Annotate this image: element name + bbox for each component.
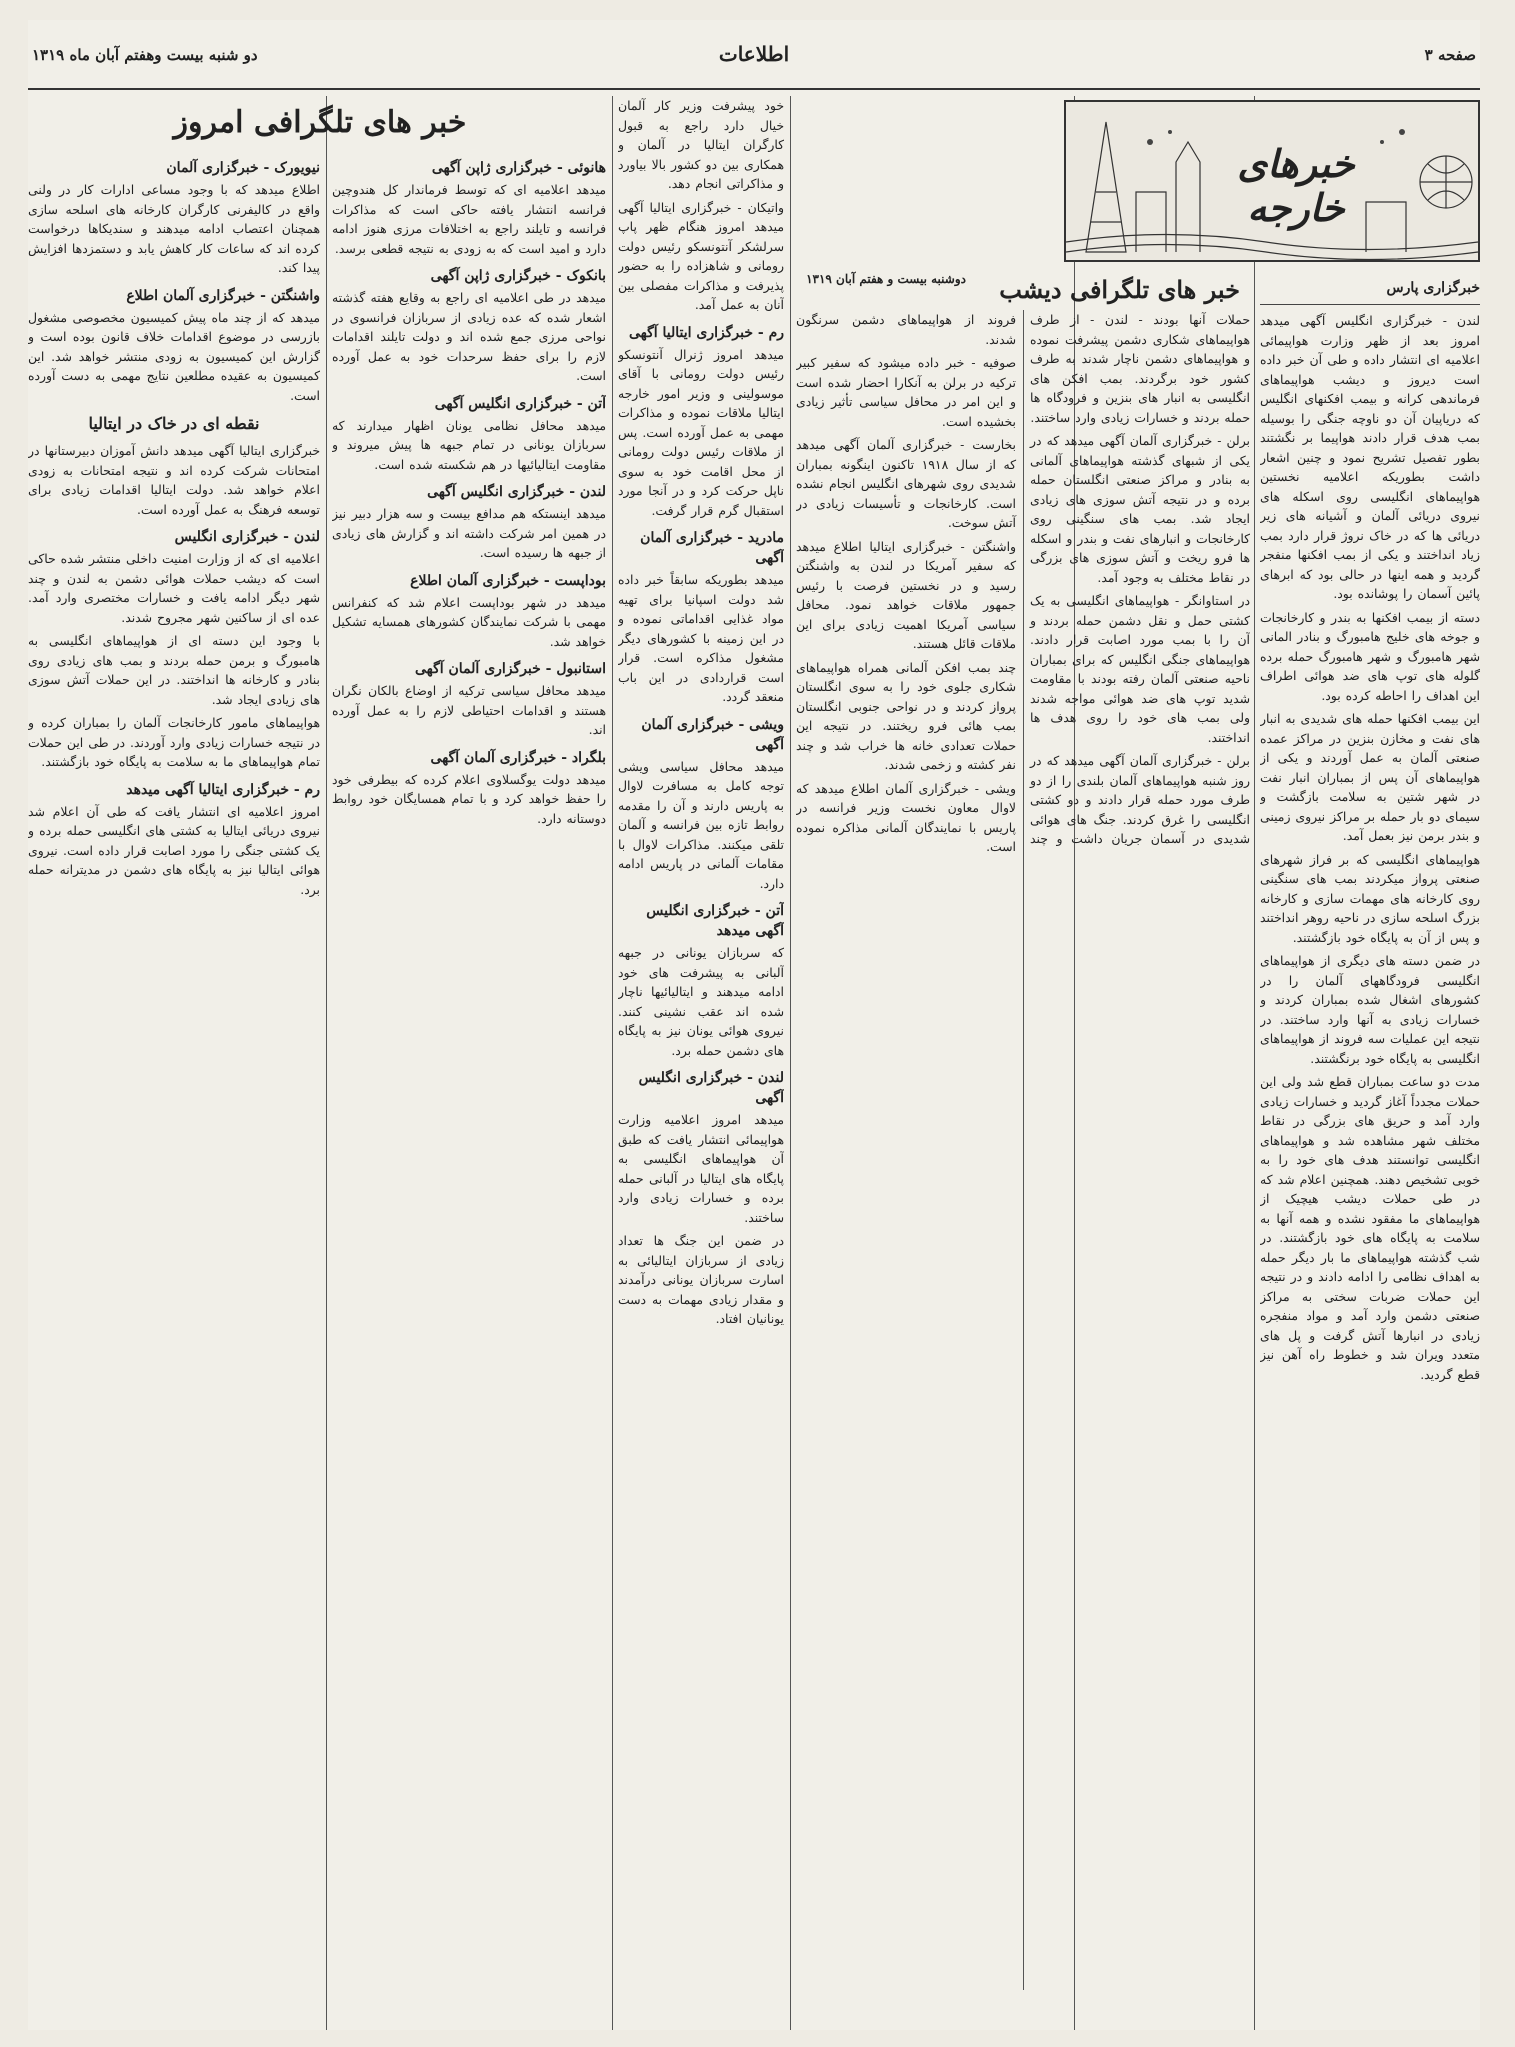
- news-heading: بلگراد - خبرگزاری آلمان آگهی: [430, 749, 606, 766]
- article-paragraph: هواپیماهای مامور کارخانجات آلمان را بمباران کرده و در نتیجه خسارات زیادی وارد آوردند. در طی این حملات تمام هواپیماهای ما به سلامت به پایگاه خود بازگشتند.: [28, 715, 320, 769]
- article-paragraph: اطلاع میدهد که با وجود مساعی ادارات کار در ولنی واقع در کالیفرنی کارگران کارخانه های اسلحه سازی همچنان اعتصاب ادامه میدهند و سندیکاها درخواست کرده اند که ساعات کار کاهش یابد و دستمزدها افزایش پیدا کند.: [28, 182, 320, 275]
- article-paragraph: با وجود این دسته ای از هواپیماهای انگلیسی به هامبورگ و برمن حمله بردند و بمب های زیادی روی بنادر و کارخانه ها انداختند. در این حملات آتش سوزی های زیادی ایجاد شد.: [28, 633, 320, 707]
- column-rule: [326, 96, 327, 2030]
- article-paragraph: بخارست - خبرگزاری آلمان آگهی میدهد که از سال ۱۹۱۸ تاکنون اینگونه بمباران شدیدی روی شهرهای انگلیس انجام نشده است. کارخانجات و تأسیسات زیادی در آتش سوخت.: [796, 437, 1016, 530]
- article-paragraph: میدهد امروز ژنرال آنتونسکو رئیس دولت رومانی با آقای موسولینی و وزیر امور خارجه ایتالیا ملاقات نموده و مذاکرات مهمی به عمل آورده است. پس از ملاقات رئیس دولت رومانی از محل اقامت خود به سوی ناپل حرکت کرد و در آنجا مورد استقبال گرم قرار گرفت.: [618, 346, 784, 518]
- news-heading: لندن - خبرگزاری انگلیس آگهی: [427, 484, 606, 500]
- news-heading: بانکوک - خبرگزاری ژاپن آگهی: [430, 268, 606, 284]
- article-paragraph: در استاوانگر - هواپیماهای انگلیسی به یک کشتی حمل و نقل دشمن حمله بردند و آن را با بمب مورد اصابت قرار دادند. هواپیماهای جنگی انگلیس که برای بمباران ناحیه صنعتی آلمان رفته بودند با مقاومت شدید توپ های ضد هوائی مواجه شدند ولی بمب های خود را روی هدف ها انداختند.: [1030, 593, 1250, 745]
- column-rule: [612, 96, 613, 2030]
- article-paragraph: در ضمن این جنگ ها تعداد زیادی از سربازان ایتالیائی به اسارت سربازان یونانی درآمدند و مقدار زیادی مهمات به دست یونانیان افتاد.: [618, 1233, 784, 1326]
- article-paragraph: واتیکان - خبرگزاری ایتالیا آگهی میدهد امروز هنگام ظهر پاپ سرلشکر آنتونسکو رئیس دولت رومانی و شاهزاده را به حضور پذیرفت و مذاکرات مفصلی بین آنان به عمل آمد.: [618, 199, 784, 312]
- news-heading: بوداپست - خبرگزاری آلمان اطلاع: [410, 572, 606, 589]
- article-paragraph: میدهد دولت یوگسلاوی اعلام کرده که بیطرفی خود را حفظ خواهد کرد و با تمام همسایگان خود روابط دوستانه دارد.: [332, 771, 606, 826]
- news-heading: ویشی - خبرگزاری آلمان آگهی: [641, 716, 784, 753]
- paper-name: اطلاعات: [718, 42, 790, 66]
- article-paragraph: امروز اعلامیه ای انتشار یافت که طی آن اعلام شد نیروی دریائی ایتالیا به کشتی های انگلیسی حمله برده و یک کشتی جنگی را مورد اصابت قرار داده است. نیروی هوائی ایتالیا نیز به پایگاه های دشمن در مدیترانه حمله برد.: [28, 803, 320, 897]
- issue-date: دو شنبه بیست وهفتم آبان ماه ۱۳۱۹: [32, 46, 258, 64]
- article-paragraph: دسته از بیمب افکنها به بندر و کارخانجات و جوخه های خلیج هامبورگ و بنادر المانی شهر هامبورگ و شهر هامبورگ حمله برده گلوله های توپ های ضد هوائی اطراف این اهداف را احاطه کرده بود.: [1260, 609, 1480, 703]
- news-heading: نقطه ای در خاک در ایتالیا: [88, 414, 260, 433]
- column-pars: [1260, 270, 1480, 2030]
- article-paragraph: برلن - خبرگزاری آلمان آگهی میدهد که در یکی از شبهای گذشته هواپیماهای آلمانی به بنادر و مراکز صنعتی انگلستان حمله برده و در نتیجه آتش سوزی های زیادی ایجاد شد. بمب های سنگینی روی کارخانجات و انبارهای نفت و بندر و اسکله ها فرو ریخت و آتش سوزی های بزرگی در نقاط مختلف به وجود آمد.: [1030, 433, 1250, 585]
- article-paragraph: میدهد محافل سیاسی ترکیه از اوضاع بالکان نگران هستند و اقدامات احتیاطی لازم را به عمل آورده اند.: [332, 683, 606, 737]
- banner-title: خبرهای خارجه: [1237, 141, 1355, 230]
- article-paragraph: حملات آنها بودند - لندن - از طرف هواپیماهای شکاری دشمن پیشرفت نموده و هواپیماهای دشمن ناچار شدند به طرف کشور خود برگردند. بمب افکن های انگلیسی به انبار های بنزین و فرودگاه ها حمله بردند و خسارات زیادی وارد ساختند.: [1030, 312, 1250, 425]
- news-heading: لندن - خبرگزاری انگلیس: [174, 529, 320, 545]
- article-paragraph: میدهد محافل نظامی یونان اظهار میدارند که سربازان یونانی در تمام جبهه ها پیش میروند و مقاومت ایتالیائیها در هم شکسته شده است.: [332, 417, 606, 472]
- article-paragraph: این بیمب افکنها حمله های شدیدی به انبار های نفت و مخازن بنزین در مراکز عمده صنعتی آلمان به عمل آوردند و یکی از هواپیماهای آن پس از بمباران انبار نفت در شهر شتین به سلامت بازگشت و سیمای دو بار حمله بر مراکز نیروی زمینی و بندر برمن نیز بعمل آمد.: [1260, 711, 1480, 843]
- article-paragraph: میدهد اعلامیه ای که توسط فرماندار کل هندوچین فرانسه انتشار یافته حاکی است که مذاکرات فرانسه و تایلند راجع به اختلافات مرزی هنوز ادامه دارد و امید است که به زودی به نتیجه قطعی برسد.: [332, 182, 606, 256]
- article-paragraph: هواپیماهای انگلیسی که بر فراز شهرهای صنعتی پرواز میکردند بمب های سنگینی روی کارخانه های مهمات سازی و کارخانه بزرگ اسلحه سازی در ناحیه روهر انداختند و پس از آن به پایگاه خود بازگشتند.: [1260, 851, 1480, 945]
- page-number: صفحه ۳: [1424, 46, 1476, 64]
- article-paragraph: مدت دو ساعت بمباران قطع شد ولی این حملات مجدداً آغاز گردید و خسارات زیادی وارد آمد و حریق های بزرگی در نقاط مختلف شهر مشاهده شد و هواپیماهای انگلیسی توانستند هدف های خود را به خوبی تشخیص دهند. همچنین اعلام شد که در طی حملات دیشب هیچیک از هواپیماهای ما مفقود نشده و همه آنها به سلامت به پایگاه های خود بازگشتند. در شب گذشته هواپیماهای ما بار دیگر حمله به اهداف نظامی را ادامه دادند و در نتیجه این حملات ضربات سختی به مراکز صنعتی دشمن وارد آمد و مواد منفجره زیادی در انبارها آتش گرفت و پل های متعدد ویران شد و خطوط راه آهن نیز قطع گردید.: [1260, 1074, 1480, 1382]
- article-paragraph: اعلامیه ای که از وزارت امنیت داخلی منتشر شده حاکی است که دیشب حملات هوائی دشمن به لندن و چند شهر دیگر ادامه یافت و خسارات مختصری وارد آمد. عده ای از ساکنین شهر مجروح شدند.: [28, 551, 320, 625]
- article-paragraph: برلن - خبرگزاری آلمان آگهی میدهد که در روز شنبه هواپیماهای آلمان بلندی را از دو طرف مورد حمله قرار دادند و دو کشتی انگلیسی را غرق کردند. جنگ های هوائی شدیدی در آسمان جریان داشت و چند فروند از هواپیماهای دشمن سرنگون شدند.: [796, 312, 1250, 846]
- news-heading: استانبول - خبرگزاری آلمان آگهی: [414, 661, 606, 677]
- column-four: [332, 150, 606, 2030]
- article-paragraph: واشنگتن - خبرگزاری ایتالیا اطلاع میدهد که سفیر آمریکا در لندن به واشنگتن رسید و در نخستین فرصت با رئیس جمهور ملاقات خواهد نمود. محافل سیاسی آمریکا اهمیت زیادی برای این ملاقات قائل هستند.: [796, 538, 1016, 651]
- running-header: [28, 32, 1480, 90]
- article-paragraph: میدهد امروز اعلامیه وزارت هواپیمائی انتشار یافت که طبق آن هواپیماهای انگلیسی به پایگاه های ایتالیا در آلبانی حمله برده و خسارات زیادی وارد ساختند.: [618, 1112, 784, 1225]
- article-paragraph: میدهد محافل سیاسی ویشی توجه کامل به مسافرت لاوال به پاریس دارند و آن را مقدمه روابط تازه بین فرانسه و آلمان تلقی میکنند. مذاکرات لاوال با مقامات آلمانی در پاریس ادامه دارد.: [618, 758, 784, 891]
- news-heading: واشنگتن - خبرگزاری آلمان اطلاع: [126, 287, 320, 304]
- news-heading: رم - خبرگزاری ایتالیا آگهی میدهد: [126, 781, 320, 798]
- article-paragraph: صوفیه - خبر داده میشود که سفیر کبیر ترکیه در برلن به آنکارا احضار شده است و این امر در محافل سیاسی تأثیر زیادی بخشیده است.: [796, 355, 1016, 429]
- article-paragraph: خود پیشرفت وزیر کار آلمان خیال دارد راجع به قبول کارگران ایتالیا در آلمان و همکاری بین دو کشور بالا بیاورد و مذاکراتی انجام دهد.: [618, 98, 784, 191]
- foreign-news-banner: [1064, 100, 1480, 262]
- column-left: [28, 150, 320, 2030]
- column-last-night: [796, 270, 1250, 2030]
- article-paragraph: میدهد در شهر بوداپست اعلام شد که کنفرانس مهمی با شرکت نمایندگان کشورهای همسایه تشکیل خواهد شد.: [332, 594, 606, 649]
- dateline: دوشنبه بیست و هفتم آبان ۱۳۱۹: [806, 272, 966, 286]
- article-paragraph: میدهد که از چند ماه پیش کمیسیون مخصوصی مشغول بازرسی در موضوع اقدامات خلاف قانون بوده است و گزارش این کمیسیون به زودی منتشر خواهد شد. این کمیسیون به عقیده مطلعین نتایج مهمی به دست آورده است.: [28, 309, 320, 403]
- article-paragraph: میدهد در طی اعلامیه ای راجع به وقایع هفته گذشته اشعار شده که عده زیادی از سربازان فرانسوی در نواحی مرزی جمع شده اند و دولت تایلند اقدامات لازم را برای حفظ سرحدات خود به عمل آورده است.: [332, 290, 606, 383]
- article-paragraph: میدهد اینستکه هم مدافع بیست و سه هزار دبیر نیز در همین امر شرکت داشته اند و گزارش های زیادی از جبهه ها رسیده است.: [332, 506, 606, 560]
- news-heading: نیویورک - خبرگزاری آلمان: [166, 160, 320, 176]
- divider: [1260, 304, 1480, 305]
- newspaper-page: [28, 20, 1480, 2030]
- agency-label: خبرگزاری پارس: [1386, 280, 1480, 296]
- news-heading: آتن - خبرگزاری انگلیس آگهی میدهد: [646, 903, 784, 939]
- news-heading: لندن - خبرگزاری انگلیس آگهی: [638, 1070, 784, 1106]
- article-paragraph: ویشی - خبرگزاری آلمان اطلاع میدهد که لاوال معاون نخست وزیر فرانسه در پاریس با نمایندگان آلمانی مذاکره نموده است.: [796, 780, 1016, 854]
- article-paragraph: لندن - خبرگزاری انگلیس آگهی میدهد امروز بعد از ظهر وزارت هواپیمائی اعلامیه ای انتشار داده و طی آن خبر داده است دیروز و دیشب هواپیماهای فرماندهی کرانه و بیمب افکنهای انگلیس که دریاپیان آن دو ناوچه جنگی را بوسیله بمب هدف قرار دادند هواپیما بر نگشتند بطور تفصیل تشریح نمود و چنین اشعار داشت بطوریکه اعلامیه نخستین هواپیماهای انگلیسی روی اسکله های نیروی دریائی آلمان و آشیانه های زیر دریائی ها که در خاک نروژ قرار دارد بمب زیاد انداختند و یکی از بمب افکنها منفجر گردید و همه اینها در حالی بود که ابرهای پائین آسمان را پوشانده بود.: [1260, 313, 1480, 601]
- article-paragraph: چند بمب افکن آلمانی همراه هواپیماهای شکاری جلوی خود را به سوی انگلستان پرواز کردند و در نواحی جنوبی انگلستان بمب هائی فرو ریختند. در نتیجه این حملات تعدادی خانه ها خراب شد و چند نفر کشته و زخمی شدند.: [796, 659, 1016, 772]
- news-heading: رم - خبرگزاری ایتالیا آگهی: [628, 324, 784, 341]
- article-paragraph: میدهد بطوریکه سابقاً خبر داده شد دولت اسپانیا برای تهیه مواد غذایی اقداماتی نموده و در این زمینه با کشورهای دیگر مشغول مذاکره است. قرار است قراردادی در این باب منعقد گردد.: [618, 572, 784, 704]
- article-paragraph: خبرگزاری ایتالیا آگهی میدهد دانش آموزان دبیرستانها در امتحانات شرکت کرده اند و نتیجه امتحانات به زودی اعلام خواهد شد. دولت ایتالیا اقدامات زیادی برای توسعه فرهنگ به عمل آورده است.: [28, 443, 320, 517]
- column-middle: [618, 96, 784, 2030]
- article-paragraph: در ضمن دسته های دیگری از هواپیماهای انگلیسی فرودگاههای آلمان را در کشورهای اشغال شده بمباران کردند و خسارات زیادی به آنها وارد ساختند. در نتیجه این عملیات سه فروند از هواپیماهای انگلیسی به پایگاه خود برنگشتند.: [1260, 953, 1480, 1066]
- news-heading: آتن - خبرگزاری انگلیس آگهی: [434, 395, 606, 412]
- news-heading: مادرید - خبرگزاری آلمان آگهی: [640, 530, 784, 566]
- article-paragraph: که سربازان یونانی در جبهه آلبانی به پیشرفت های خود ادامه میدهند و ایتالیائیها ناچار شده اند عقب نشینی کنند. نیروی هوائی یونان نیز به پایگاه های دشمن حمله برد.: [618, 945, 784, 1058]
- column-rule: [1254, 96, 1255, 2030]
- headline-today: خبر های تلگرافی امروز: [173, 105, 467, 140]
- headline-today-wrap: [28, 104, 612, 150]
- news-heading: هانوئی - خبرگزاری ژاپن آگهی: [431, 160, 606, 176]
- headline-last-night: خبر های تلگرافی دیشب: [999, 275, 1240, 304]
- column-rule: [790, 96, 791, 2030]
